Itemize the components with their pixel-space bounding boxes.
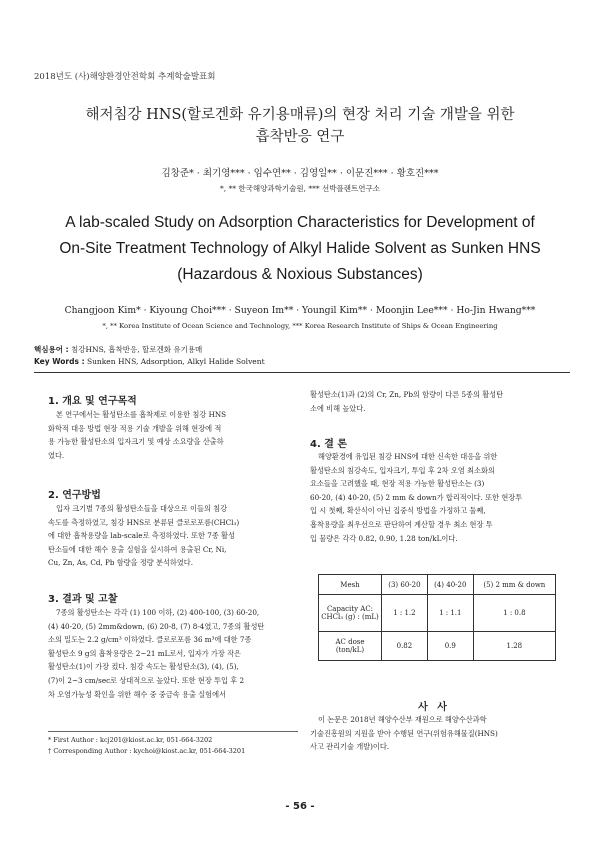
- section-3-line: 활성탄소 9 g의 흡착용량은 2~21 mL로서, 입자가 가장 작은: [48, 648, 241, 658]
- keywords-english: [34, 357, 265, 366]
- footnotes: [48, 736, 245, 755]
- section-4-line: 흡착용량을 최우선으로 판단하여 계산할 경우 최소 현장 투: [310, 519, 493, 529]
- section-2-heading: 2. 연구방법: [48, 490, 101, 501]
- table-row-label: Capacity AC: CHCl₃ (g) : (mL): [319, 595, 382, 632]
- table-header-cell: (4) 40-20: [427, 575, 473, 595]
- section-2-line: Cu, Zn, As, Cd, Pb 함량을 정량 분석하였다.: [48, 558, 194, 568]
- page-number: - 56 -: [285, 801, 315, 812]
- table-cell: 1 : 1.1: [427, 595, 473, 632]
- title-english-line-1: A lab-scaled Study on Adsorption Characteristics for Development of: [65, 214, 535, 231]
- acknowledgment-body: [310, 713, 558, 754]
- table-cell: 1 : 1.2: [382, 595, 428, 632]
- authors-korean: 김창준* · 최기영*** · 임수연** · 김영일** · 이문진*** · 황호진***: [161, 168, 439, 179]
- table-row: [319, 595, 556, 632]
- keywords-korean-text: 침강HNS, 흡착반응, 할로겐화 유기용매: [70, 345, 203, 354]
- title-english-line-2: On-Site Treatment Technology of Alkyl Halide Solvent as Sunken HNS: [59, 240, 541, 257]
- section-4-line: 입 시 첫째, 확산식이 아닌 집중식 방법을 가정하고 둘째,: [310, 506, 486, 516]
- title-korean: [40, 104, 560, 148]
- section-3-continued: [310, 388, 558, 415]
- keywords-english-text: Sunken HNS, Adsorption, Alkyl Halide Solvent: [86, 357, 265, 366]
- affiliation-korean: *, ** 한국해양과학기술원, *** 선박플랜트연구소: [220, 184, 380, 193]
- table-header-cell: (3) 60-20: [382, 575, 428, 595]
- section-2-body: [48, 502, 296, 570]
- keywords-english-label: Key Words :: [34, 357, 85, 366]
- table-row: [319, 632, 556, 661]
- section-1-line: 였다.: [48, 450, 65, 460]
- results-table: [318, 574, 556, 661]
- table-cell: 1 : 0.8: [473, 595, 555, 632]
- section-3-line: 소의 밀도는 2.2 g/cm³ 이하였다. 클로로포름 36 m³에 대한 7종: [48, 635, 252, 645]
- table-header-row: [319, 575, 556, 595]
- acknowledgment-heading: 사 사: [418, 702, 450, 713]
- title-korean-line-1: 해저침강 HNS(할로겐화 유기용매류)의 현장 처리 기술 개발을 위한: [85, 107, 515, 123]
- section-3-line: 활성탄소(1)이 가장 컸다. 침강 속도는 활성탄소(3), (4), (5),: [48, 662, 239, 672]
- keywords-korean-label: 핵심용어 :: [34, 345, 69, 354]
- keywords-korean: [34, 344, 202, 355]
- title-english-line-3: (Hazardous & Noxious Substances): [177, 266, 423, 283]
- table-cell: 0.82: [382, 632, 428, 661]
- acknowledgment-line: 이 논문은 2018년 해양수산부 재원으로 해양수산과학: [318, 715, 487, 724]
- section-4-heading: 4. 결 론: [310, 439, 348, 450]
- footnote-divider: [48, 731, 298, 732]
- section-3-line: 차 오염가능성 확인을 위한 해수 중 중금속 용출 실험에서: [48, 689, 226, 699]
- section-4-line: 해양환경에 유입된 침강 HNS에 대한 신속한 대응을 위한: [318, 452, 498, 461]
- affiliation-english: *, ** Korea Institute of Ocean Science and Technology, *** Korea Research Institute of Ships & Ocean Engineering: [102, 322, 498, 330]
- acknowledgment-line: 사고 관리기술 개발)이다.: [310, 742, 390, 752]
- footnote-first-author: * First Author : kcj201@kiost.ac.kr, 051-664-3202: [48, 736, 213, 744]
- section-2-line: 에 대한 흡착용량을 lab-scale로 측정하였다. 또한 7종 활성: [48, 531, 235, 541]
- section-1-line: 본 연구에서는 활성탄소를 흡착제로 이용한 침강 HNS: [56, 410, 227, 419]
- conference-header: 2018년도 (사)해양환경안전학회 추계학술발표회: [34, 72, 216, 82]
- section-3-cont-line: 소에 비해 높았다.: [310, 403, 366, 413]
- section-3-line: (4) 40-20, (5) 2mm&down, (6) 20-8, (7) 8-4였고, 7종의 활성탄: [48, 621, 265, 631]
- table-cell: 1.28: [473, 632, 555, 661]
- section-4-line: 60-20, (4) 40-20, (5) 2 mm & down가 합리적이다. 또한 현장투: [310, 492, 523, 502]
- authors-english: Changjoon Kim* · Kiyoung Choi*** · Suyeon Im** · Youngil Kim** · Moonjin Lee*** · Ho-Jin Hwang***: [64, 305, 536, 316]
- section-3-body: [48, 606, 296, 701]
- section-3-cont-line: 활성탄소(1)과 (2)의 Cr, Zn, Pb의 함량이 다른 5종의 활성탄: [310, 390, 504, 399]
- section-3-line: 7종의 활성탄소는 각각 (1) 100 이하, (2) 400-100, (3) 60-20,: [56, 608, 260, 617]
- section-3-heading: 3. 결과 및 고찰: [48, 594, 118, 605]
- section-1-heading: 1. 개요 및 연구목적: [48, 396, 137, 407]
- table-row-label: AC dose (ton/kL): [319, 632, 382, 661]
- section-2-line: 탄소들에 대한 해수 용출 실험을 실시하여 용출된 Cr, Ni,: [48, 544, 227, 554]
- section-3-line: (7)이 2~3 cm/sec로 상대적으로 높았다. 또한 현장 투입 후 2: [48, 675, 245, 685]
- table-cell: 0.9: [427, 632, 473, 661]
- table-header-cell: Mesh: [319, 575, 382, 595]
- section-2-line: 입자 크기별 7종의 활성탄소들을 대상으로 이들의 침강: [56, 504, 228, 513]
- section-4-body: [310, 450, 558, 545]
- section-2-line: 속도를 측정하였고, 침강 HNS로 분류된 클로로포름(CHCl₃): [48, 517, 240, 527]
- section-4-line: 입 물량은 각각 0.82, 0.90, 1.28 ton/kL이다.: [310, 533, 458, 543]
- title-korean-line-2: 흡착반응 연구: [255, 129, 345, 145]
- section-4-line: 활성탄소의 침강속도, 입자크기, 투입 후 2차 오염 최소화의: [310, 465, 495, 475]
- section-4-line: 요소들을 고려했을 때, 현장 적용 가능한 활성탄소는 (3): [310, 479, 485, 489]
- title-english: [30, 210, 570, 288]
- acknowledgment-line: 기술진흥원의 지원을 받아 수행된 연구(위험유해물질(HNS): [310, 728, 498, 738]
- header-divider: [34, 372, 570, 373]
- section-1-line: 화학적 대응 방법 현장 적용 기술 개발을 위해 현장에 적: [48, 423, 222, 433]
- footnote-corresponding-author: † Corresponding Author : kychoi@kiost.ac.kr, 051-664-3201: [48, 747, 246, 755]
- section-1-body: [48, 408, 296, 462]
- table-header-cell: (5) 2 mm & down: [473, 575, 555, 595]
- section-1-line: 용 가능한 활성탄소의 입자크기 및 예상 소요량을 산출하: [48, 437, 224, 447]
